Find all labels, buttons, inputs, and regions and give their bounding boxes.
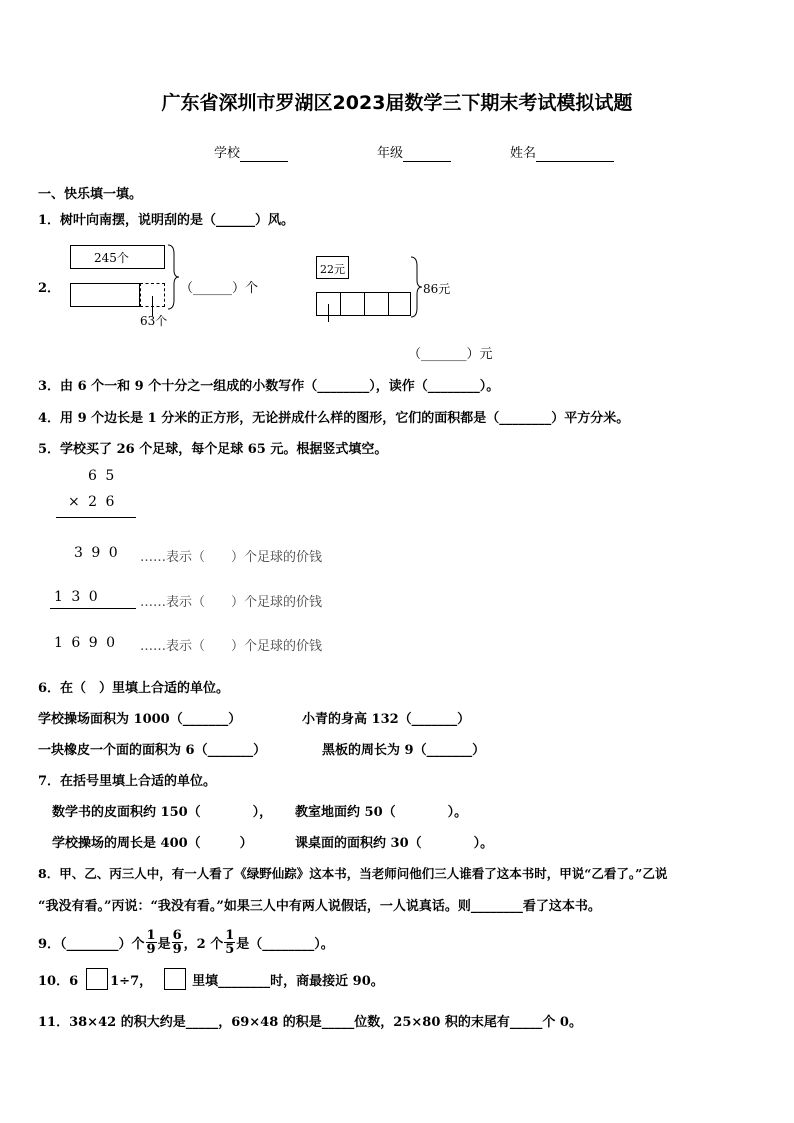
mult-row-4: 1 3 0: [54, 589, 100, 605]
mult-row-3: 3 9 0: [74, 545, 120, 561]
price-bar-div2: [364, 292, 365, 316]
q9-part-a: 9．（________）个: [38, 936, 145, 952]
fraction-2: [172, 929, 183, 956]
q9-part-d: 是（________）。: [236, 936, 334, 952]
fraction-1-den: 9: [146, 941, 156, 957]
question-6: 6．在（ ）里填上合适的单位。: [38, 681, 230, 696]
question-2-blank-left: （______）个: [180, 281, 259, 296]
name-field: [510, 142, 614, 162]
mult-line-2: [50, 608, 136, 609]
question-9: [38, 925, 334, 959]
question-6c: 一块橡皮一个面的面积为 6（_______）: [38, 743, 267, 758]
price-bar-div3: [388, 292, 389, 316]
name-label: 姓名: [510, 146, 537, 161]
mult-row-1: 6 5: [88, 468, 117, 484]
question-11: 11．38×42 的积大约是_____，69×48 的积是_____位数，25×80 积的末尾有_____个 0。: [38, 1015, 582, 1030]
question-3: 3．由 6 个一和 9 个十分之一组成的小数写作（________），读作（________）。: [38, 379, 500, 394]
question-7a: 数学书的皮面积约 150（ ），: [52, 805, 273, 820]
grade-field: [377, 142, 451, 162]
mult-row-5: 1 6 9 0: [54, 635, 117, 651]
q10-part-a: 10．6: [38, 973, 79, 989]
question-10: [38, 968, 384, 990]
mult-line-1: [56, 517, 136, 518]
fraction-3-den: 5: [225, 941, 235, 957]
price-box-label: 22元: [320, 263, 345, 276]
q9-part-c: ，2 个: [183, 936, 224, 952]
fraction-1-num: 1: [146, 927, 156, 943]
question-2-number: 2．: [38, 281, 61, 296]
page-title: 广东省深圳市罗湖区2023届数学三下期末考试模拟试题: [161, 92, 633, 114]
school-blank[interactable]: [240, 146, 288, 162]
q9-part-b: 是: [157, 936, 171, 952]
answer-square-2[interactable]: [164, 968, 186, 990]
question-2-blank-right: （_______）元: [408, 347, 493, 362]
price-bar-tick: [328, 304, 329, 322]
answer-square-1[interactable]: [86, 968, 108, 990]
mult-row-2: × 2 6: [68, 494, 117, 510]
question-7d: 课桌面的面积约 30（ ）。: [295, 836, 494, 851]
mult-note-2: ……表示（ ）个足球的价钱: [140, 595, 323, 610]
fraction-1: [146, 929, 157, 956]
bar-top-label: 245个: [94, 251, 129, 265]
question-6b: 小青的身高 132（_______）: [302, 712, 471, 727]
mult-note-1: ……表示（ ）个足球的价钱: [140, 550, 323, 565]
name-blank[interactable]: [536, 146, 614, 162]
question-6d: 黑板的周长为 9（_______）: [322, 743, 486, 758]
fraction-3: [224, 929, 235, 956]
question-7: 7．在括号里填上合适的单位。: [38, 774, 217, 789]
price-bar-div1: [340, 292, 341, 316]
question-7b: 教室地面约 50（ ）。: [295, 805, 468, 820]
question-4: 4．用 9 个边长是 1 分米的正方形，无论拼成什么样的图形，它们的面积都是（________）平方分米。: [38, 411, 630, 426]
bar-bottom-label: 63个: [140, 314, 168, 328]
mult-note-3: ……表示（ ）个足球的价钱: [140, 639, 323, 654]
fraction-2-num: 6: [172, 927, 182, 943]
grade-label: 年级: [377, 146, 404, 161]
fraction-2-den: 9: [172, 941, 182, 957]
question-6a: 学校操场面积为 1000（_______）: [38, 712, 242, 727]
fraction-3-num: 1: [225, 927, 235, 943]
question-8-line-2: “我没有看。”丙说：“我没有看。”如果三人中有两人说假话，一人说真话。则________看了这本书。: [38, 899, 601, 914]
grade-blank[interactable]: [403, 146, 451, 162]
q10-part-b: 1÷7，: [110, 973, 153, 989]
question-5: 5．学校买了 26 个足球，每个足球 65 元。根据竖式填空。: [38, 442, 388, 457]
section-heading: 一、快乐填一填。: [38, 187, 143, 202]
school-label: 学校: [214, 146, 241, 161]
bar-bottom: [70, 283, 140, 307]
question-7c: 学校操场的周长是 400（ ）: [52, 836, 253, 851]
school-field: [214, 142, 288, 162]
q10-part-c: 里填________时，商最接近 90。: [192, 973, 384, 989]
question-8-line-1: 8．甲、乙、丙三人中，有一人看了《绿野仙踪》这本书，当老师问他们三人谁看了这本书时，甲说“乙看了。”乙说: [38, 866, 668, 881]
total-label: 86元: [423, 282, 451, 296]
question-1: 1．树叶向南摆，说明刮的是（______）风。: [38, 213, 295, 228]
